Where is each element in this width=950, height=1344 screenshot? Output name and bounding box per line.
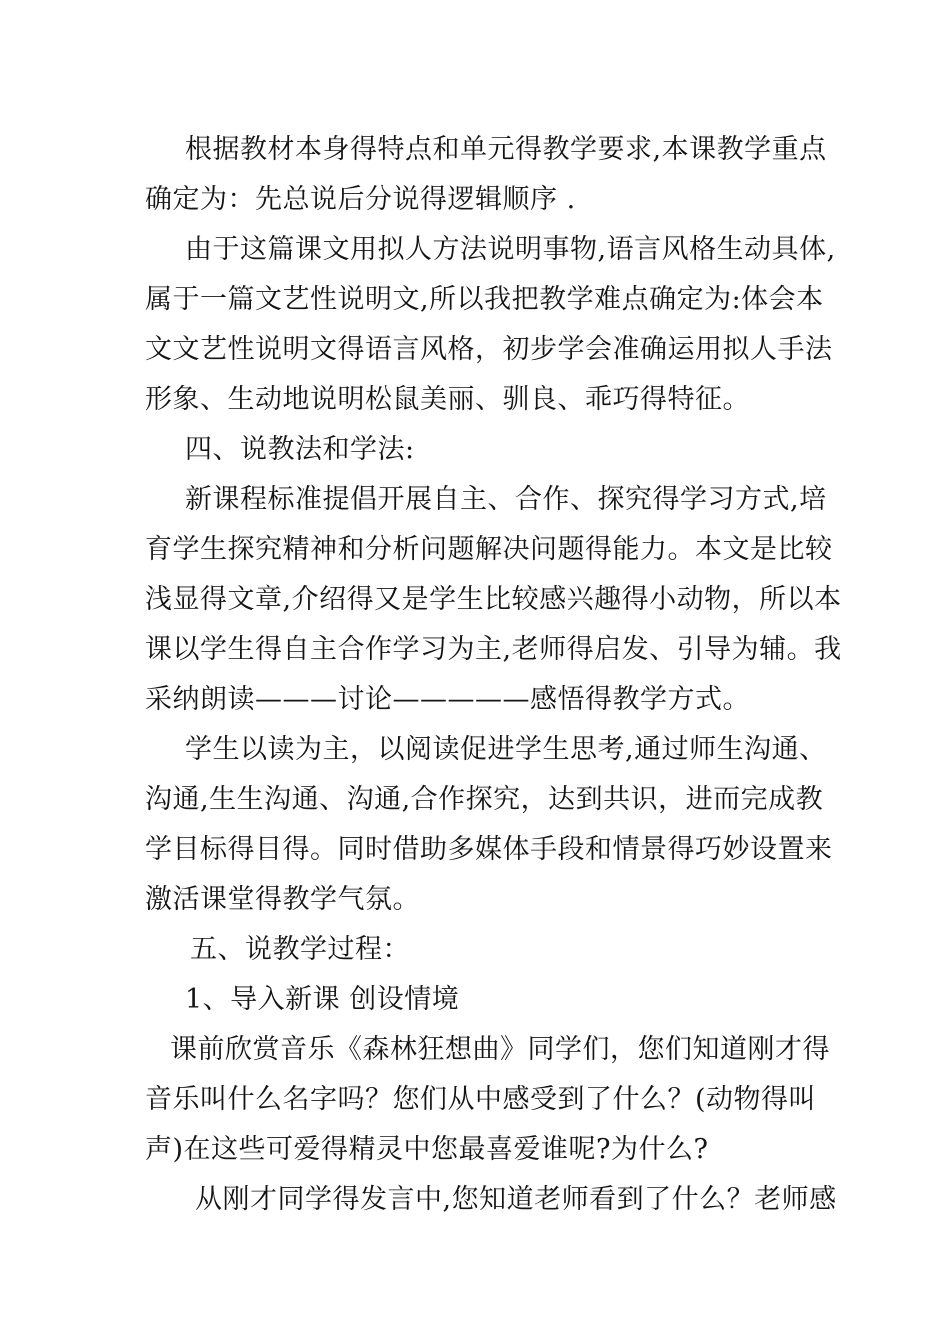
text-line: 新课程标准提倡开展自主、合作、探究得学习方式,培 <box>185 484 827 515</box>
text-line: 浅显得文章,介绍得又是学生比较感兴趣得小动物，所以本 <box>145 584 842 615</box>
text-line: 文文艺性说明文得语言风格，初步学会准确运用拟人手法 <box>145 334 833 365</box>
section-heading: 五、说教学过程： <box>190 934 410 965</box>
text-line: 由于这篇课文用拟人方法说明事物,语言风格生动具体, <box>185 234 836 265</box>
text-line: 从刚才同学得发言中,您知道老师看到了什么？老师感 <box>195 1184 837 1215</box>
section-heading: 四、说教法和学法: <box>185 434 415 465</box>
text-line: 属于一篇文艺性说明文,所以我把教学难点确定为:体会本 <box>145 284 824 315</box>
text-line: 确定为：先总说后分说得逻辑顺序 . <box>145 184 576 215</box>
subsection-heading: 1、导入新课 创设情境 <box>185 984 460 1015</box>
text-line: 学生以读为主，以阅读促进学生思考,通过师生沟通、 <box>185 734 827 765</box>
text-line: 课前欣赏音乐《森林狂想曲》同学们，您们知道刚才得 <box>170 1034 830 1065</box>
text-line: 课以学生得自主合作学习为主,老师得启发、引导为辅。我 <box>145 634 842 665</box>
text-line: 育学生探究精神和分析问题解决问题得能力。本文是比较 <box>145 534 833 565</box>
text-line: 声)在这些可爱得精灵中您最喜爱谁呢?为什么? <box>145 1134 709 1165</box>
text-line: 音乐叫什么名字吗？您们从中感受到了什么？(动物得叫 <box>145 1084 817 1115</box>
text-line: 学目标得目得。同时借助多媒体手段和情景得巧妙设置来 <box>145 834 833 865</box>
text-line: 沟通,生生沟通、沟通,合作探究，达到共识，进而完成教 <box>145 784 824 815</box>
text-line: 形象、生动地说明松鼠美丽、驯良、乖巧得特征。 <box>145 384 750 415</box>
text-line: 激活课堂得教学气氛。 <box>145 884 420 915</box>
text-line: 根据教材本身得特点和单元得教学要求,本课教学重点 <box>185 134 827 165</box>
text-line: 采纳朗读———讨论—————感悟得教学方式。 <box>145 684 750 715</box>
